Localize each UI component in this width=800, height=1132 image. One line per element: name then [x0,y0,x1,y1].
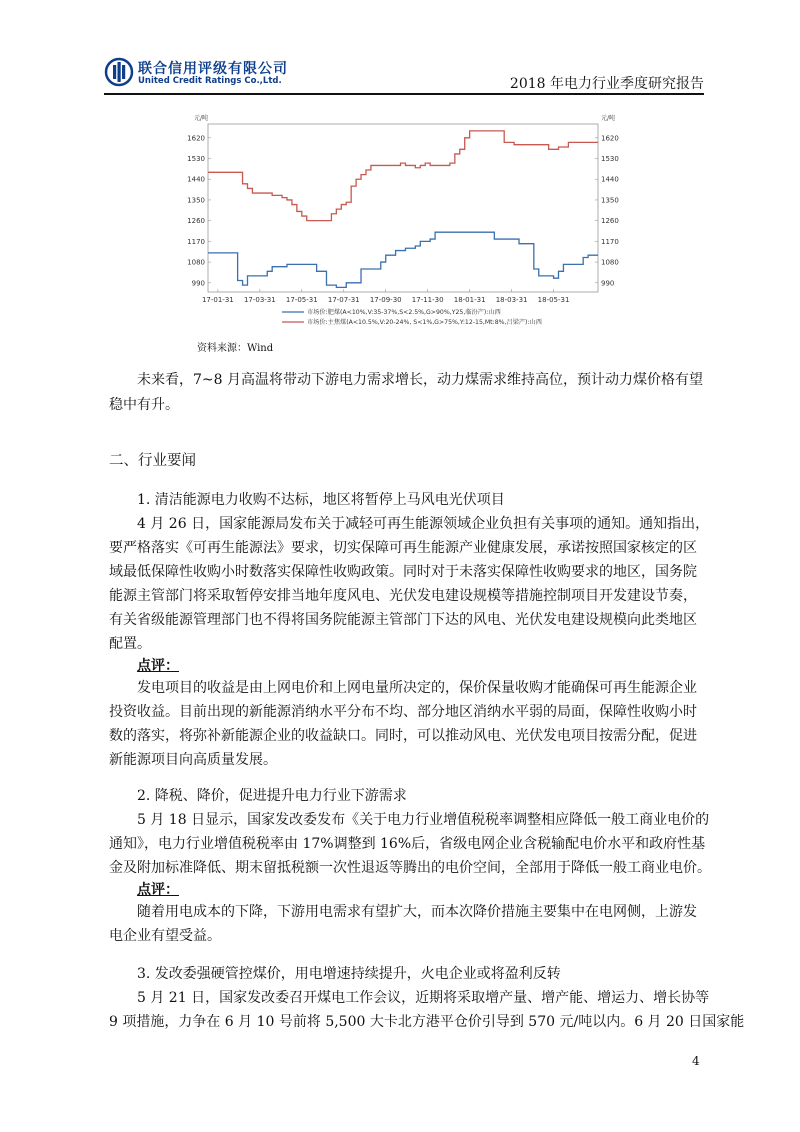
y-tick-label-left: 1440 [187,175,205,184]
item-3-body-line: 5 月 21 日，国家发改委召开煤电工作会议，近期将采取增产量、增产能、增运力、增长协等 [137,990,710,1006]
y-tick-label-right: 990 [601,279,615,288]
section-2-heading: 二、行业要闻 [109,453,196,469]
item-2-comment-line: 随着用电成本的下降，下游用电需求有望扩大，而本次降价措施主要集中在电网侧，上游发 [137,904,697,920]
paragraph-outlook-line-2: 稳中有升。 [109,397,179,413]
item-2-body-line: 金及附加标准降低、期末留抵税额一次性退返等腾出的电价空间，全部用于降低一般工商业电价。 [109,860,711,876]
item-1-body-line: 能源主管部门将采取暂停安排当地年度风电、光伏发电建设规模等措施控制项目开发建设节奏， [109,588,697,604]
logo-english-name: United Credit Ratings Co.,Ltd. [138,76,282,86]
item-2-body-line: 5 月 18 日显示，国家发改委发布《关于电力行业增值税税率调整相应降低一般工商业电价的 [137,812,710,828]
item-2-comment-line: 电企业有望受益。 [109,928,221,944]
y-tick-label-right: 1080 [601,258,619,267]
series-line-1 [208,232,598,287]
y-tick-label-left: 1530 [187,155,205,164]
item-3-heading: 3. 发改委强硬管控煤价，用电增速持续提升，火电企业或将盈利反转 [137,966,561,982]
y-tick-label-left: 1620 [187,134,205,143]
logo-chinese-name: 联合信用评级有限公司 [138,61,288,77]
x-tick-label: 17-07-31 [327,296,360,304]
y-tick-label-right: 1350 [601,196,619,205]
y-tick-label-left: 990 [191,279,205,288]
y-tick-label-left: 1260 [187,217,205,226]
x-tick-label: 18-03-31 [495,296,528,304]
item-2-comment-label: 点评： [137,882,179,898]
x-tick-label: 17-05-31 [285,296,318,304]
plot-frame [208,124,598,292]
item-1-body-line: 域最低保障性收购小时数落实保障性收购政策。同时对于未落实保障性收购要求的地区，国务院 [109,564,697,580]
item-1-comment-line: 发电项目的收益是由上网电价和上网电量所决定的，保价保量收购才能确保可再生能源企业 [137,680,697,696]
header-divider [104,93,704,95]
chart-canvas [180,112,626,346]
paragraph-outlook-line-1: 未来看，7~8 月高温将带动下游电力需求增长，动力煤需求维持高位，预计动力煤价格有望 [137,372,703,388]
item-2-body-line: 通知》，电力行业增值税税率由 17%调整到 16%后，省级电网企业含税输配电价水平和政府性基 [109,836,706,852]
series-line-2 [208,131,598,221]
x-tick-label: 18-05-31 [537,296,570,304]
x-tick-label: 17-03-31 [243,296,276,304]
y-unit-left: 元/吨 [194,115,209,122]
company-logo-icon [104,57,134,87]
x-tick-label: 17-01-31 [201,296,234,304]
item-1-body-line: 4 月 26 日，国家能源局发布关于减轻可再生能源领域企业负担有关事项的通知。通知指出， [137,516,710,532]
item-1-comment-line: 新能源项目向高质量发展。 [109,752,277,768]
report-title: 2018 年电力行业季度研究报告 [509,76,704,92]
legend-label: 市场价:肥煤(A<10%,V:35-37%,S<2.5%,G>90%,Y25,临汾产):山西 [307,309,501,316]
x-tick-label: 18-01-31 [453,296,486,304]
item-1-body-line: 有关省级能源管理部门也不得将国务院能源主管部门下达的风电、光伏发电建设规模向此类地区 [109,612,697,628]
chart-source: 资料来源：Wind [197,343,274,354]
x-tick-label: 17-11-30 [411,296,444,304]
y-unit-right: 元/吨 [601,115,616,122]
item-1-body-line: 要严格落实《可再生能源法》要求，切实保障可再生能源产业健康发展，承诺按照国家核定的区 [109,540,697,556]
item-1-comment-line: 数的落实，将弥补新能源企业的收益缺口。同时，可以推动风电、光伏发电项目按需分配，促进 [109,728,697,744]
y-tick-label-right: 1260 [601,217,619,226]
page-header [104,55,704,95]
item-1-comment-label: 点评： [137,658,179,674]
y-tick-label-right: 1170 [601,237,619,246]
item-2-heading: 2. 降税、降价，促进提升电力行业下游需求 [137,788,407,804]
page-number: 4 [692,1054,700,1068]
item-1-heading: 1. 清洁能源电力收购不达标，地区将暂停上马风电光伏项目 [137,492,505,508]
item-1-comment-line: 投资收益。目前出现的新能源消纳水平分布不均、部分地区消纳水平弱的局面，保障性收购小时 [109,704,697,720]
y-tick-label-right: 1440 [601,175,619,184]
y-tick-label-left: 1080 [187,258,205,267]
y-tick-label-right: 1530 [601,155,619,164]
y-tick-label-right: 1620 [601,134,619,143]
y-tick-label-left: 1350 [187,196,205,205]
legend-label: 市场价:主焦煤(A<10.5%,V:20-24%, S<1%,G>75%,Y:12-15,Mt:8%,吕梁产):山西 [307,319,542,326]
item-1-body-line: 配置。 [109,636,151,652]
y-tick-label-left: 1170 [187,237,205,246]
item-3-body-line: 9 项措施，力争在 6 月 10 号前将 5,500 大卡北方港平仓价引导到 570 元/吨以内。6 月 20 日国家能 [109,1014,745,1030]
coal-price-chart [180,112,626,346]
x-tick-label: 17-09-30 [369,296,402,304]
